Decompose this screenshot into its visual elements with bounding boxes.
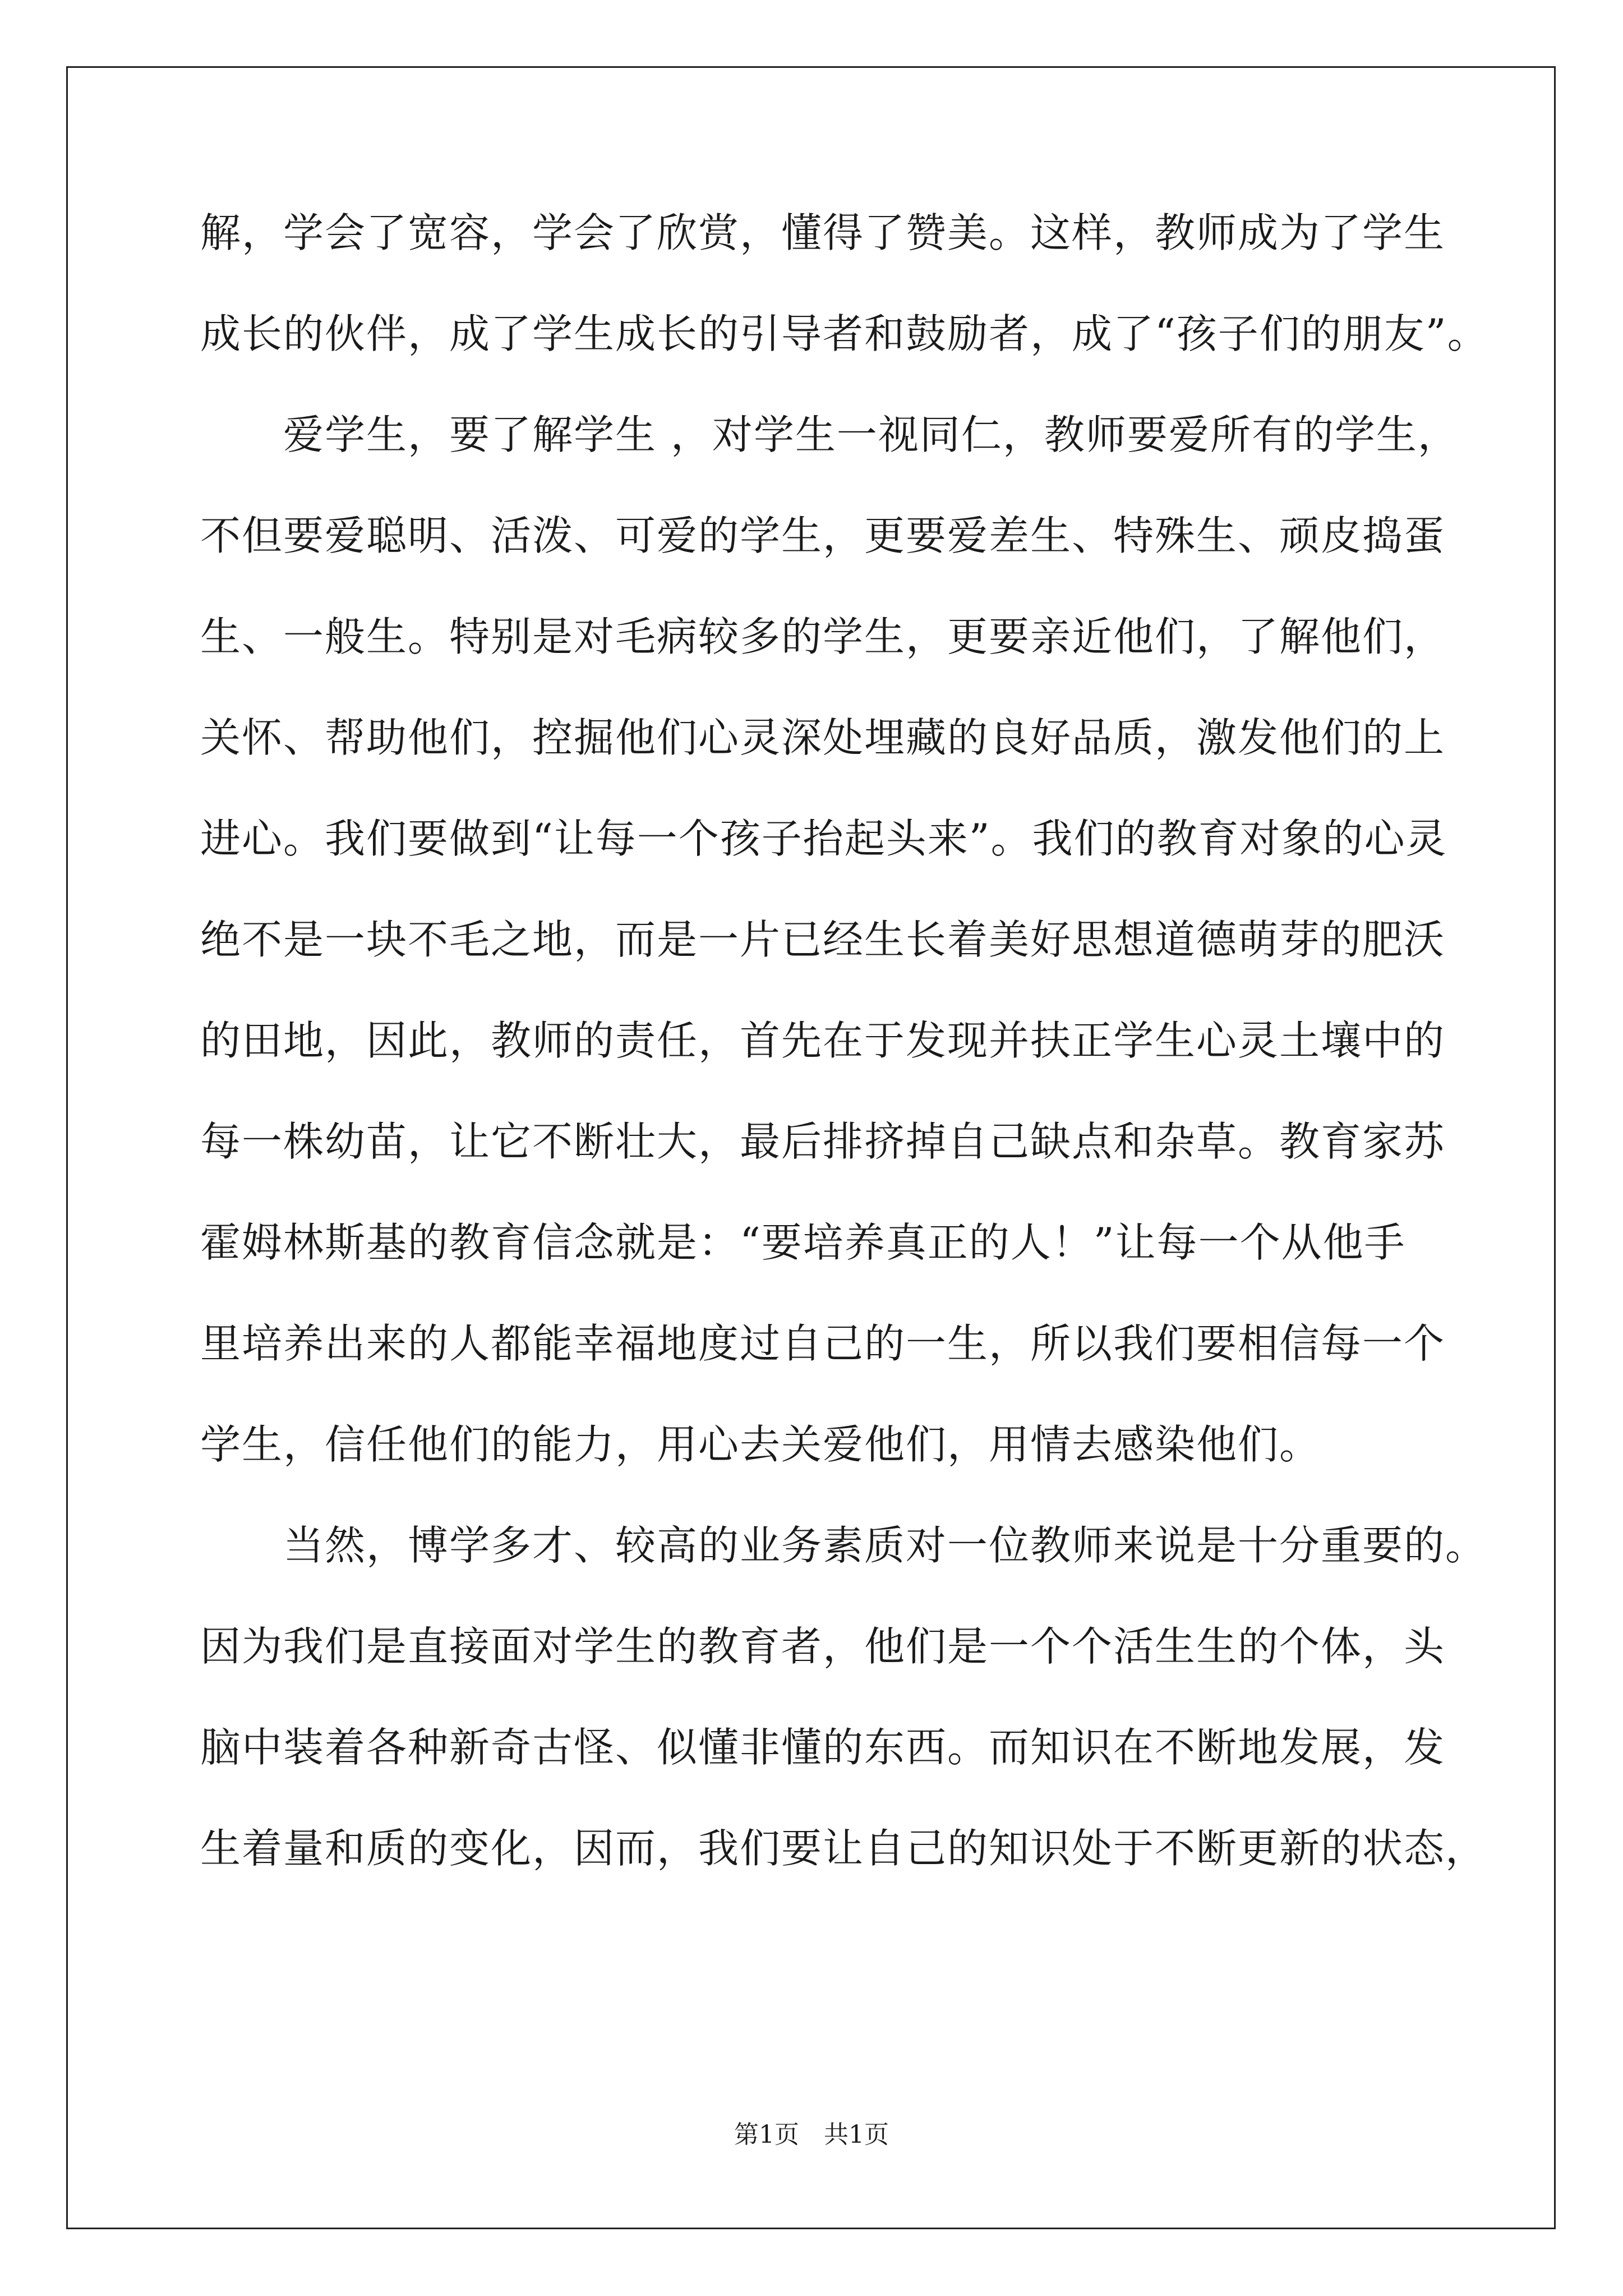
text-line: 绝不是一块不毛之地，而是一片已经生长着美好思想道德萌芽的肥沃 [200, 916, 1446, 963]
text-line: 成长的伙伴，成了学生成长的引导者和鼓励者，成了“孩子们的朋友”。 [200, 310, 1489, 357]
text-line: 脑中装着各种新奇古怪、似懂非懂的东西。而知识在不断地发展，发 [200, 1724, 1446, 1771]
text-line: 关怀、帮助他们，控掘他们心灵深处埋藏的良好品质，激发他们的上 [200, 714, 1446, 761]
text-line: 生、一般生。特别是对毛病较多的学生，更要亲近他们，了解他们， [200, 613, 1446, 660]
text-line: 学生，信任他们的能力，用心去关爱他们，用情去感染他们。 [200, 1421, 1321, 1468]
text-line: 因为我们是直接面对学生的教育者，他们是一个个活生生的个体，头 [200, 1623, 1446, 1670]
text-line: 进心。我们要做到“让每一个孩子抬起头来”。我们的教育对象的心灵 [200, 815, 1447, 862]
page-number-footer: 第1页 共1页 [734, 2120, 889, 2149]
text-line: 每一株幼苗，让它不断壮大，最后排挤掉自己缺点和杂草。教育家苏 [200, 1118, 1446, 1165]
text-line: 爱学生，要了解学生 ，对学生一视同仁，教师要爱所有的学生， [200, 411, 1459, 458]
text-line: 生着量和质的变化，因而，我们要让自己的知识处于不断更新的状态， [200, 1825, 1487, 1872]
text-line: 当然，博学多才、较高的业务素质对一位教师来说是十分重要的。 [200, 1522, 1487, 1569]
text-line: 里培养出来的人都能幸福地度过自己的一生，所以我们要相信每一个 [200, 1320, 1446, 1367]
text-line: 解，学会了宽容，学会了欣赏，懂得了赞美。这样，教师成为了学生 [200, 209, 1446, 256]
text-line: 的田地，因此，教师的责任，首先在于发现并扶正学生心灵土壤中的 [200, 1017, 1446, 1064]
text-line: 不但要爱聪明、活泼、可爱的学生，更要爱差生、特殊生、顽皮捣蛋 [200, 512, 1446, 559]
text-line: 霍姆林斯基的教育信念就是：“要培养真正的人！”让每一个从他手 [200, 1219, 1406, 1266]
